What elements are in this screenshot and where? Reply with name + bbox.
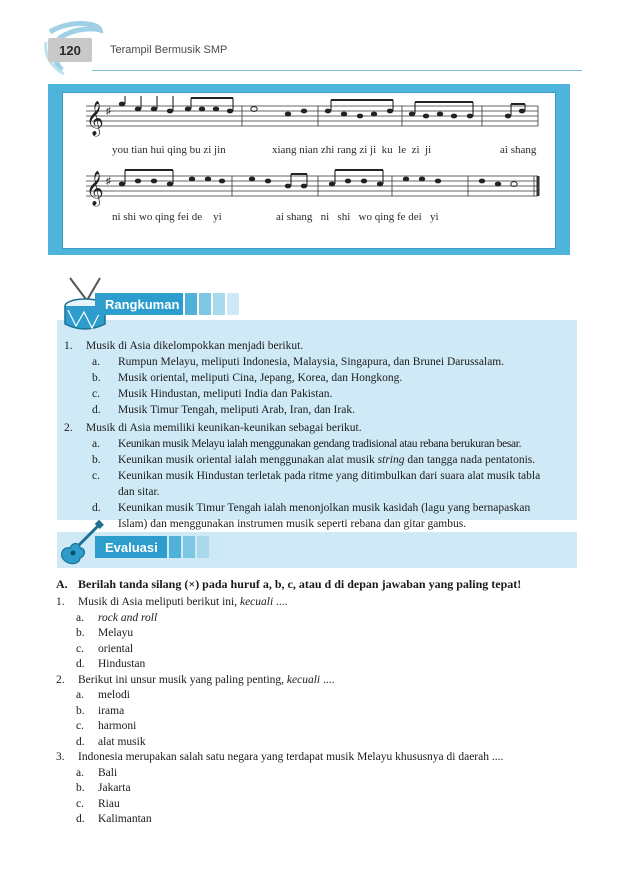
sub-item <box>64 469 570 485</box>
option-letter[interactable]: b. <box>76 704 85 717</box>
sub-text: Musik Hindustan, meliputi India dan Pakistan. <box>118 388 333 400</box>
option-letter[interactable]: b. <box>76 627 85 639</box>
page-number: 120 <box>48 38 92 62</box>
title-square <box>197 536 209 558</box>
option-text: irama <box>98 704 125 717</box>
title-square <box>169 536 181 558</box>
sub-text: Islam) dan menggunakan instrumen musik seperti rebana dan gitar gambus. <box>118 518 467 530</box>
option-a[interactable] <box>56 767 576 783</box>
sub-text: Musik oriental, meliputi Cina, Jepang, Korea, dan Hongkong. <box>118 372 403 384</box>
option-text: Riau <box>98 797 120 810</box>
question-text <box>78 674 334 686</box>
option-a[interactable] <box>56 612 576 628</box>
lyrics-line-2a: ni shi wo qing fei de yi <box>112 211 222 223</box>
option-letter[interactable]: a. <box>76 689 84 701</box>
section-letter: A. <box>56 577 68 591</box>
sub-letter: a. <box>92 356 100 368</box>
question-text: Indonesia merupakan salah satu negara yang terdapat musik Melayu khususnya di daerah .... <box>78 751 504 763</box>
option-b[interactable] <box>56 782 576 798</box>
title-square <box>185 293 197 315</box>
option-text: melodi <box>98 689 130 701</box>
sub-letter: b. <box>92 454 101 466</box>
option-letter[interactable]: d. <box>76 658 85 670</box>
sub-letter: d. <box>92 404 101 416</box>
sub-letter: c. <box>92 470 100 482</box>
option-c[interactable] <box>56 720 576 736</box>
evaluasi-title: Evaluasi <box>95 536 167 558</box>
option-letter[interactable]: a. <box>76 611 84 624</box>
option-text: Kalimantan <box>98 813 152 825</box>
sub-text: dan sitar. <box>118 486 160 498</box>
option-text: Bali <box>98 766 118 779</box>
question-text-part: .... <box>320 673 335 686</box>
title-square <box>213 293 225 315</box>
option-letter[interactable]: d. <box>76 813 85 825</box>
lyrics-line-1a: you tian hui qing bu zi jin <box>112 144 226 156</box>
sub-item <box>64 437 570 453</box>
lyrics-line-2b: ai shang ni shi wo qing fe dei yi <box>276 211 439 223</box>
question-number: 2. <box>56 673 65 686</box>
question-3 <box>56 751 576 767</box>
sub-item-continued <box>64 517 570 533</box>
sub-text: Musik Timur Tengah, meliputi Arab, Iran, dan Irak. <box>118 404 355 416</box>
lyrics-line-1c: ai shang <box>500 144 537 156</box>
title-square <box>227 293 239 315</box>
question-1 <box>56 596 576 612</box>
question-list <box>56 596 576 829</box>
option-text: alat musik <box>98 735 146 748</box>
question-text-part: .... <box>273 596 288 608</box>
question-number: 3. <box>56 751 65 763</box>
item-text: Musik di Asia memiliki keunikan-keunikan sebagai berikut. <box>86 422 362 434</box>
svg-text:𝄞: 𝄞 <box>86 171 104 206</box>
list-item <box>64 339 570 355</box>
option-text: rock and roll <box>98 611 158 624</box>
sub-item-continued <box>64 485 570 501</box>
sub-text: Rumpun Melayu, meliputi Indonesia, Malaysia, Singapura, dan Brunei Darussalam. <box>118 356 505 368</box>
question-text <box>78 596 288 608</box>
option-b[interactable] <box>56 705 576 721</box>
option-letter[interactable]: c. <box>76 797 84 810</box>
sub-text: Keunikan musik Timur Tengah ialah menonjolkan musik kasidah (lagu yang bernapaskan <box>118 502 531 514</box>
sub-text: Keunikan musik Melayu ialah menggunakan gendang tradisional atau rebana berukuran besar. <box>118 438 522 450</box>
option-text: Jakarta <box>98 782 131 794</box>
list-item <box>64 421 570 437</box>
sub-item <box>64 387 570 403</box>
option-letter[interactable]: c. <box>76 720 84 732</box>
svg-text:𝄞: 𝄞 <box>86 101 104 136</box>
option-letter[interactable]: d. <box>76 735 85 748</box>
sub-text-part: Keunikan musik oriental ialah menggunakan alat musik <box>118 454 378 466</box>
item-text: Musik di Asia dikelompokkan menjadi berikut. <box>86 340 304 352</box>
question-2 <box>56 674 576 690</box>
sub-text <box>118 453 535 469</box>
question-emphasis: kecuali <box>239 596 274 608</box>
sub-item <box>64 501 570 517</box>
svg-text:♯: ♯ <box>106 106 111 117</box>
question-emphasis: kecuali <box>286 673 321 686</box>
sub-letter: b. <box>92 372 101 384</box>
option-letter[interactable]: a. <box>76 766 84 779</box>
sub-item <box>64 453 570 469</box>
lyrics-line-1b: xiang nian zhi rang zi ji ku le zi ji <box>272 144 432 156</box>
option-d[interactable] <box>56 736 576 752</box>
option-text: Melayu <box>98 627 134 639</box>
rangkuman-list <box>64 339 570 533</box>
option-b[interactable] <box>56 627 576 643</box>
sub-letter: a. <box>92 438 100 450</box>
sub-item <box>64 355 570 371</box>
item-number: 1. <box>64 340 73 352</box>
title-square <box>183 536 195 558</box>
music-staff-1 <box>82 96 542 140</box>
sub-text-part: dan tangga nada pentatonis. <box>404 454 536 466</box>
svg-text:♯: ♯ <box>106 176 111 187</box>
rangkuman-title: Rangkuman <box>95 293 183 315</box>
question-number: 1. <box>56 596 65 608</box>
option-letter[interactable]: b. <box>76 782 85 794</box>
title-square <box>211 536 223 558</box>
option-letter[interactable]: c. <box>76 642 84 655</box>
instruction-text: Berilah tanda silang (×) pada huruf a, b, c, atau d di depan jawaban yang paling tepat! <box>78 577 522 591</box>
sub-item <box>64 371 570 387</box>
item-number: 2. <box>64 422 73 434</box>
question-text-part: Berikut ini unsur musik yang paling penting, <box>78 673 287 686</box>
music-staff-2 <box>82 166 542 210</box>
section-instruction <box>56 577 522 592</box>
book-title: Terampil Bermusik SMP <box>110 44 228 56</box>
title-square <box>199 293 211 315</box>
option-d[interactable] <box>56 658 576 674</box>
option-text: Hindustan <box>98 658 146 670</box>
sub-letter: d. <box>92 502 101 514</box>
sub-text: Keunikan musik Hindustan terletak pada ritme yang ditimbulkan dari suara alat musik tabla <box>118 470 541 482</box>
option-text: oriental <box>98 642 134 655</box>
page-header <box>0 0 638 80</box>
option-text: harmoni <box>98 720 137 732</box>
header-rule <box>92 70 582 71</box>
option-c[interactable] <box>56 643 576 659</box>
option-a[interactable] <box>56 689 576 705</box>
sub-text-emphasis: string <box>377 454 405 466</box>
sub-letter: c. <box>92 388 100 400</box>
question-text-part: Musik di Asia meliputi berikut ini, <box>78 596 240 608</box>
option-c[interactable] <box>56 798 576 814</box>
sub-item <box>64 403 570 421</box>
option-d[interactable] <box>56 813 576 829</box>
